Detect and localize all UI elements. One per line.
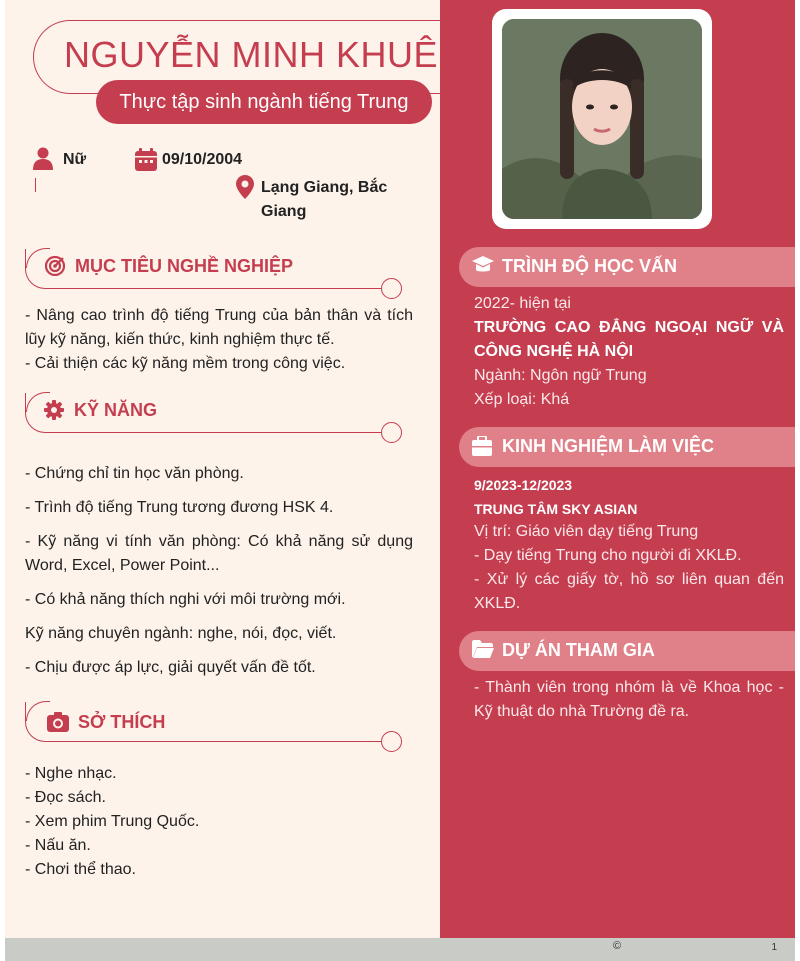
graduation-cap-icon	[472, 256, 494, 281]
camera-icon	[47, 712, 69, 737]
calendar-icon	[134, 148, 158, 177]
education-title: TRÌNH ĐỘ HỌC VẤN	[502, 256, 677, 276]
objective-line: - Cải thiện các kỹ năng mềm trong công việc.	[25, 355, 346, 372]
list-item: - Nấu ăn.	[25, 837, 91, 854]
experience-duty: - Xử lý các giấy tờ, hồ sơ liên quan đến XKLĐ.	[474, 571, 784, 612]
dob-value: 09/10/2004	[162, 151, 243, 168]
profile-photo	[502, 19, 702, 219]
list-item: - Chứng chỉ tin học văn phòng.	[25, 465, 244, 482]
briefcase-icon	[472, 436, 492, 461]
divider	[35, 178, 36, 192]
list-item: - Kỹ năng vi tính văn phòng: Có khả năng sử dụng Word, Excel, Power Point...	[25, 533, 413, 574]
school-name: TRƯỜNG CAO ĐẲNG NGOẠI NGỮ VÀ CÔNG NGHỆ HÀ NỘI	[474, 319, 784, 360]
list-item: - Chịu được áp lực, giải quyết vấn đề tốt.	[25, 659, 316, 676]
gear-icon	[44, 400, 64, 425]
page-number: 1	[771, 942, 777, 953]
copyright-text: ©	[613, 940, 622, 952]
list-item: - Chơi thể thao.	[25, 861, 136, 878]
hobbies-list	[25, 762, 413, 882]
hobbies-title: SỞ THÍCH	[78, 712, 166, 732]
list-item: - Trình độ tiếng Trung tương đương HSK 4.	[25, 499, 334, 516]
list-item: Kỹ năng chuyên ngành: nghe, nói, đọc, viết.	[25, 625, 337, 642]
list-item: - Đọc sách.	[25, 789, 106, 806]
experience-period: 9/2023-12/2023	[474, 477, 573, 493]
experience-duty: - Dạy tiếng Trung cho người đi XKLĐ.	[474, 547, 742, 564]
list-item: - Nghe nhạc.	[25, 765, 117, 782]
education-grade: Xếp loại: Khá	[474, 391, 570, 408]
target-icon	[45, 256, 65, 281]
experience-position: Vị trí: Giáo viên dạy tiếng Trung	[474, 523, 699, 540]
candidate-name: NGUYỄN MINH KHUÊ	[64, 34, 439, 75]
objective-text	[25, 304, 413, 376]
objective-title: MỤC TIÊU NGHỀ NGHIỆP	[75, 256, 294, 276]
projects-title: DỰ ÁN THAM GIA	[502, 640, 655, 660]
folder-icon	[472, 640, 494, 663]
address-value: Lạng Giang, Bắc Giang	[261, 179, 388, 220]
education-major: Ngành: Ngôn ngữ Trung	[474, 367, 647, 384]
education-period: 2022- hiện tại	[474, 295, 571, 312]
objective-line: - Nâng cao trình độ tiếng Trung của bản thân và tích lũy kỹ năng, kiến thức, kinh nghiệm thực tế.	[25, 307, 413, 348]
projects-text: - Thành viên trong nhóm là về Khoa học - Kỹ thuật do nhà Trường đề ra.	[474, 679, 784, 720]
company-name: TRUNG TÂM SKY ASIAN	[474, 501, 638, 517]
skills-list	[25, 462, 413, 680]
skills-title: KỸ NĂNG	[74, 400, 158, 420]
gender-value: Nữ	[63, 151, 87, 168]
job-title-badge: Thực tập sinh ngành tiếng Trung	[96, 80, 432, 124]
experience-title: KINH NGHIỆM LÀM VIỆC	[502, 436, 715, 456]
map-pin-icon	[236, 175, 254, 204]
footer-bar	[5, 938, 795, 961]
user-icon	[33, 147, 53, 176]
list-item: - Có khả năng thích nghi với môi trường mới.	[25, 591, 346, 608]
list-item: - Xem phim Trung Quốc.	[25, 813, 200, 830]
